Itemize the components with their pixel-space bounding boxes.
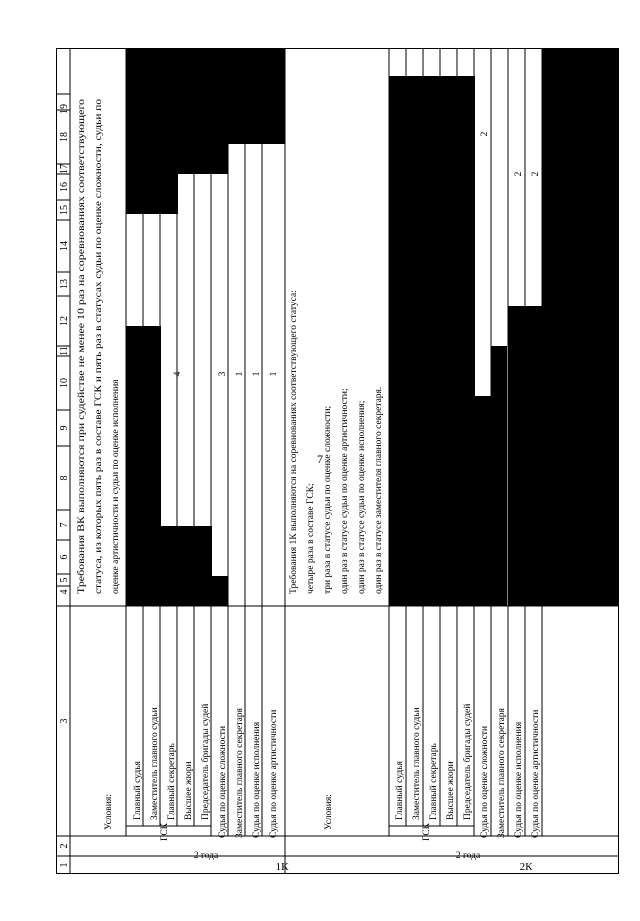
col-number-17: 17 [59,164,70,174]
col-number-3: 3 [59,718,70,724]
col-number-19: 19 [59,104,70,114]
vk-requirement-line-2: статуса, из которых пять раз в составе ГСК и пять раз в статусах судьи по оценке сложности, судьи по [94,180,104,594]
fill-1k-right-mid [126,174,178,214]
1k-execution-value: 1 [252,371,262,377]
col-number-14: 14 [59,241,70,251]
block-1k [76,99,289,873]
2k-gsk-label: ГСК [422,822,432,842]
col-number-11: 11 [59,346,70,356]
2k-requirement-line-4: один раз в статусе судьи по оценке артистичности; [340,388,350,594]
1k-category: 1К [275,861,289,873]
col-number-2: 2 [59,843,70,849]
fill-2k-deputy [491,346,507,606]
2k-row-label-8: Судья по оценке исполнения [514,721,524,838]
fill-2k-diff [475,396,491,606]
1k-row-label-9: Судья по оценке артистичности [269,709,279,838]
col-number-4: 4 [59,589,70,595]
fill-1k-lower-right [228,48,285,144]
2k-row-label-5: Председатель бригады судей [463,703,473,820]
col-number-13: 13 [59,279,70,289]
qualification-table [56,48,619,874]
col-number-18: 18 [59,132,70,142]
col-number-15: 15 [59,205,70,215]
2k-row-label-6: Судья по оценке сложности [480,725,490,838]
fill-1k-diff-left [212,576,228,606]
2k-requirement-line-5: один раз в статусе судьи по оценке исполнения; [357,400,367,594]
2k-row-label-2: Заместитель главного судьи [412,707,422,820]
1k-deputy-secretary-value: 1 [235,371,245,377]
2k-conditions-label: Условия: [324,794,334,830]
col-number-6: 6 [59,554,70,560]
2k-row-label-3: Главный секретарь [429,743,439,820]
1k-term: 2 года [193,851,219,861]
col-number-8: 8 [59,475,70,481]
1k-gsk-label: ГСК [160,822,170,842]
2k-difficulty-value: 2 [480,131,490,137]
fill-1k-gsk-left [126,526,212,606]
2k-artistry-value: 2 [531,171,541,177]
1k-row-label-6: Судья по оценке сложности [218,725,228,838]
2k-row-label-7: Заместитель главного секретаря [497,708,507,838]
1k-conditions-label: Условия: [104,794,114,830]
table-fill-areas [126,48,619,606]
rotated-table-frame [56,48,640,874]
2k-row-label-9: Судья по оценке артистичности [531,709,541,838]
col-number-16: 16 [59,182,70,192]
col-number-1: 1 [59,862,70,868]
fill-2k-bottom [542,48,619,606]
1k-row-label-4: Высшее жюри [184,761,194,820]
page-number: 7 [317,452,323,466]
2k-execution-value: 2 [514,171,524,177]
2k-row-label-1: Главный судья [395,761,405,820]
1k-row-label-7: Заместитель главного секретаря [235,708,245,838]
fill-2k-gsk [389,76,475,606]
1k-difficulty-value: 3 [218,371,228,377]
col-number-12: 12 [59,316,70,326]
1k-row-label-2: Заместитель главного судьи [150,707,160,820]
1k-row-label-3: Главный секретарь [167,743,177,820]
col-number-7: 7 [59,522,70,528]
qualification-table-page [56,48,619,874]
2k-category: 2К [519,861,533,873]
1k-artistry-value: 1 [269,371,279,377]
2k-gsk-value: 2 [429,171,439,177]
vk-requirement-line-1: Требования ВК выполняются при судействе не менее 10 раз на соревнованиях соответствующего [77,199,87,594]
2k-requirement-line-1: Требования 1К выполняются на соревнованиях соответствующего статуса: [289,290,299,594]
1k-row-label-1: Главный судья [133,761,143,820]
2k-requirement-line-3: три раза в статусе судьи по оценке сложности; [323,405,333,594]
1k-row-label-5: Председатель бригады судей [201,703,211,820]
col-number-9: 9 [59,425,70,431]
1k-row-label-8: Судья по оценке исполнения [252,721,262,838]
2k-requirement-line-2: четыре раза в составе ГСК; [306,483,316,594]
2k-requirement-line-6: один раз в статусе заместителя главного секретаря. [374,386,384,594]
column-number-row [59,104,70,868]
2k-term: 2 года [455,851,481,861]
1k-gsk-value: 4 [173,371,183,377]
col-number-5: 5 [59,577,70,583]
col-number-10: 10 [59,378,70,388]
vk-requirement-line-3: оценке артистичности и судьи по оценке исполнения [111,379,121,594]
2k-row-label-4: Высшее жюри [446,761,456,820]
